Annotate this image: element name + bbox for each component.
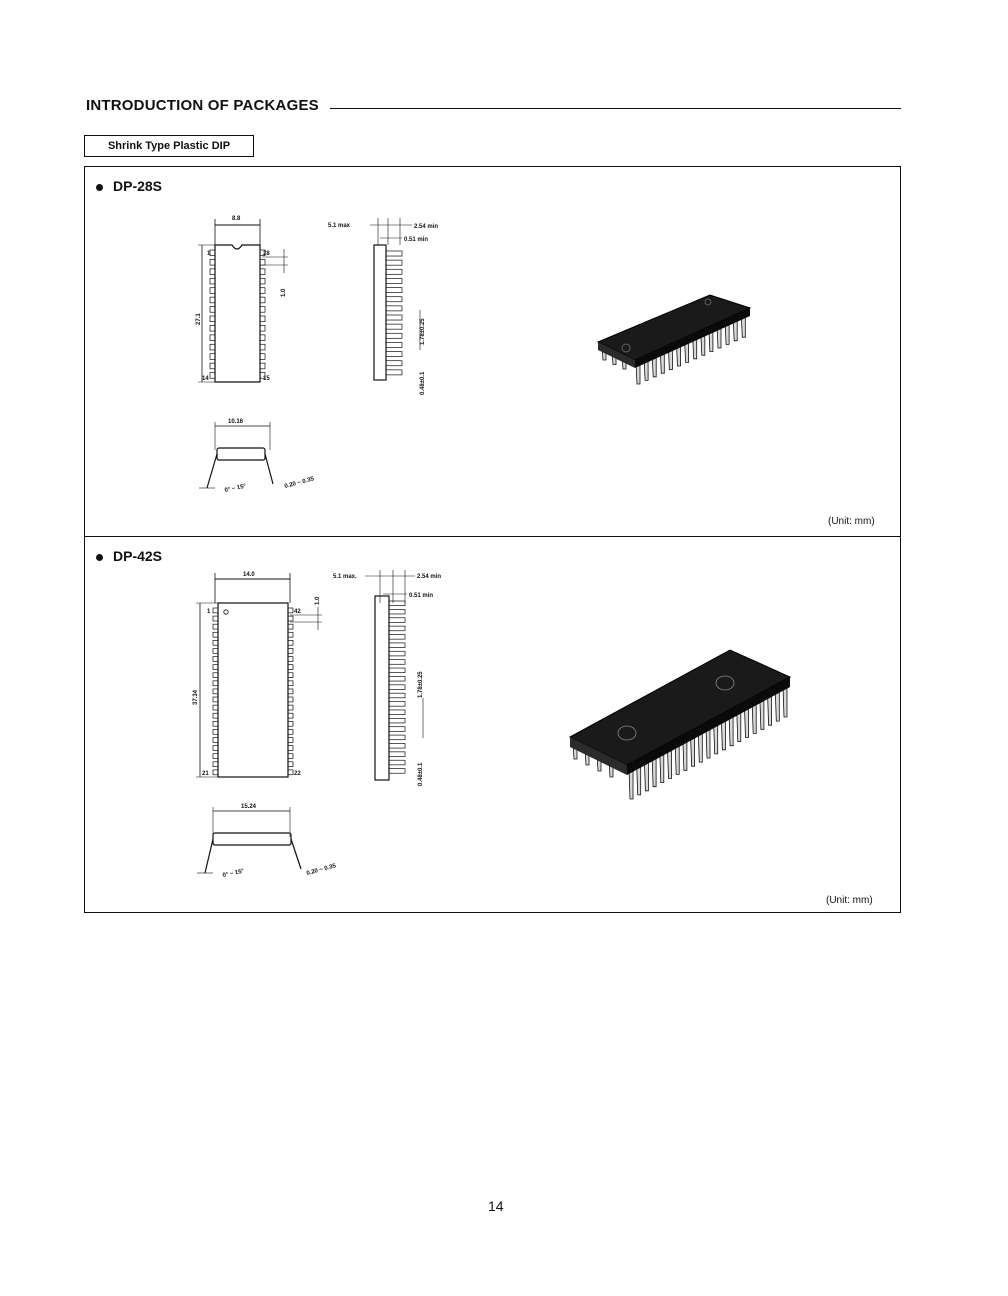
lead: [386, 260, 402, 265]
lead: [389, 635, 405, 640]
dim-angle: 0° ~ 15°: [222, 868, 245, 879]
pin: [213, 754, 218, 759]
dp28s-end-view: [195, 410, 355, 500]
lead: [389, 643, 405, 648]
package-type-label: [84, 135, 254, 157]
bullet-icon: [96, 554, 103, 561]
dp28s-side-view: [320, 210, 450, 410]
section-rule: [330, 108, 901, 109]
dp42s-package-illustration: [565, 645, 800, 805]
pin: [288, 616, 293, 621]
chip-leg: [652, 757, 656, 787]
chip-leg: [760, 699, 764, 729]
dim-lead-width: 0.48±0.1: [420, 371, 426, 395]
lead-row: [386, 251, 402, 375]
lead: [389, 752, 405, 757]
dim-pin-pitch: 1.78±0.25: [418, 671, 424, 698]
pin: [213, 648, 218, 653]
chip-leg: [768, 695, 772, 725]
pin: [288, 729, 293, 734]
dim-pin-pitch: 1.78±0.25: [420, 318, 426, 345]
chip-leg: [775, 691, 779, 721]
lead: [386, 306, 402, 311]
lead: [386, 297, 402, 302]
pin: [213, 721, 218, 726]
pin: [213, 729, 218, 734]
page-number: 14: [488, 1198, 504, 1214]
chip-leg: [737, 712, 741, 742]
pin: [260, 363, 265, 369]
lead: [386, 251, 402, 256]
dim-length: 37.34: [193, 689, 199, 705]
chip-leg: [660, 753, 664, 783]
lead: [389, 601, 405, 606]
pin: [213, 689, 218, 694]
pin: [213, 608, 218, 613]
lead-row: [389, 601, 405, 773]
pin-last: 28: [263, 251, 270, 257]
dim-height-max: 5.1 max: [328, 223, 351, 229]
pin-mid-left: 14: [202, 376, 209, 382]
lead: [386, 352, 402, 357]
unit-label: (Unit: mm): [826, 895, 873, 906]
pin: [288, 754, 293, 759]
pin: [210, 373, 215, 379]
lead: [389, 769, 405, 774]
pin: [260, 297, 265, 303]
pin: [210, 363, 215, 369]
pin-mid-right: 22: [294, 771, 301, 777]
pin: [213, 624, 218, 629]
pin-mid-right: 15: [263, 376, 270, 382]
lead: [389, 618, 405, 623]
lead: [389, 668, 405, 673]
pin: [213, 681, 218, 686]
section-title: INTRODUCTION OF PACKAGES: [86, 97, 319, 114]
lead: [389, 735, 405, 740]
chip-leg: [644, 761, 648, 791]
pin-first: 1: [207, 609, 211, 615]
pin: [288, 721, 293, 726]
dp28s-package-illustration: [590, 290, 760, 400]
dim-seat-min: 0.51 min: [404, 237, 429, 243]
chip-leg: [675, 744, 679, 774]
lead: [389, 651, 405, 656]
dim-pin-offset: 1.0: [315, 596, 321, 605]
pin: [213, 770, 218, 775]
pin: [288, 648, 293, 653]
dim-angle: 0° ~ 15°: [224, 483, 247, 494]
pin: [213, 746, 218, 751]
dp42s-end-view: [195, 795, 365, 885]
chip-leg: [698, 732, 702, 762]
chip-leg: [721, 720, 725, 750]
pin: [210, 335, 215, 341]
dim-length: 27.1: [196, 313, 202, 325]
lead: [386, 333, 402, 338]
package-title-dp42s: [96, 548, 162, 564]
pin: [288, 697, 293, 702]
chip-leg: [691, 736, 695, 766]
pin: [288, 738, 293, 743]
dim-seat-min: 0.51 min: [409, 593, 434, 599]
chip-leg: [752, 703, 756, 733]
lead: [386, 315, 402, 320]
pin: [288, 762, 293, 767]
lead: [386, 361, 402, 366]
lead: [389, 693, 405, 698]
dim-width: 8.8: [232, 216, 241, 222]
dp42s-top-view: [180, 565, 330, 785]
pin: [213, 640, 218, 645]
pin-last: 42: [294, 609, 301, 615]
dim-pitch-min: 2.54 min: [414, 224, 439, 230]
pin: [260, 278, 265, 284]
pin: [210, 307, 215, 313]
pin: [213, 665, 218, 670]
pin: [213, 657, 218, 662]
chip-leg: [683, 740, 687, 770]
pin-row-right: [288, 608, 293, 775]
pin: [213, 738, 218, 743]
lead: [389, 727, 405, 732]
pin: [288, 770, 293, 775]
pin: [260, 325, 265, 331]
pin: [210, 344, 215, 350]
pin: [288, 713, 293, 718]
dim-lead-thickness: 0.20 ~ 0.35: [283, 476, 315, 490]
chip-leg: [714, 724, 718, 754]
pin: [288, 665, 293, 670]
pin: [213, 673, 218, 678]
chip-leg: [729, 716, 733, 746]
package-type-text: Shrink Type Plastic DIP: [107, 140, 231, 152]
lead: [386, 324, 402, 329]
pin: [260, 354, 265, 360]
pin: [288, 689, 293, 694]
package-name: DP-42S: [113, 548, 163, 564]
lead: [389, 760, 405, 765]
package-name: DP-28S: [113, 178, 163, 194]
dim-width: 14.0: [243, 572, 255, 578]
pin: [210, 250, 215, 256]
pin: [288, 624, 293, 629]
lead: [389, 710, 405, 715]
pin-first: 1: [207, 251, 211, 257]
pin: [213, 762, 218, 767]
lead: [389, 676, 405, 681]
pin: [260, 288, 265, 294]
pin: [288, 705, 293, 710]
chip-leg: [668, 749, 672, 779]
pin: [260, 344, 265, 350]
pin: [288, 746, 293, 751]
lead: [389, 718, 405, 723]
pin: [210, 354, 215, 360]
lead: [386, 342, 402, 347]
lead: [389, 609, 405, 614]
chip-leg: [745, 708, 749, 738]
pin-mid-left: 21: [202, 771, 209, 777]
pin: [260, 335, 265, 341]
pin: [210, 269, 215, 275]
unit-label: (Unit: mm): [828, 516, 875, 527]
dim-lead-thickness: 0.20 ~ 0.35: [305, 863, 337, 877]
lead: [389, 743, 405, 748]
chip-leg: [706, 728, 710, 758]
lead: [389, 702, 405, 707]
pin: [210, 259, 215, 265]
pin-row-right: [260, 250, 265, 378]
lead: [386, 269, 402, 274]
pin: [260, 259, 265, 265]
pin: [213, 632, 218, 637]
lead: [386, 370, 402, 375]
dim-row-spacing: 15.24: [241, 804, 257, 810]
lead: [386, 278, 402, 283]
dim-row-spacing: 10.16: [228, 419, 244, 425]
bullet-icon: [96, 184, 103, 191]
lead: [389, 660, 405, 665]
pin: [288, 673, 293, 678]
pin: [260, 269, 265, 275]
pin: [288, 657, 293, 662]
pin: [288, 640, 293, 645]
pin: [210, 325, 215, 331]
pin: [213, 705, 218, 710]
chip-leg: [783, 687, 787, 717]
pin: [210, 288, 215, 294]
pin: [260, 316, 265, 322]
package-title-dp28s: [96, 178, 162, 194]
pin: [213, 697, 218, 702]
pin: [288, 681, 293, 686]
dp28s-top-view: [180, 205, 310, 405]
dim-pin-offset: 1.0: [281, 288, 287, 297]
lead: [389, 626, 405, 631]
pin: [213, 616, 218, 621]
pin: [210, 278, 215, 284]
lead: [389, 685, 405, 690]
pin: [210, 316, 215, 322]
dim-pitch-min: 2.54 min: [417, 574, 442, 580]
dim-height-max: 5.1 max.: [333, 574, 357, 580]
pin: [260, 307, 265, 313]
pin-row-left: [213, 608, 218, 775]
pin: [213, 713, 218, 718]
pin: [288, 608, 293, 613]
pin-row-left: [210, 250, 215, 378]
section-divider: [84, 536, 901, 537]
dp42s-side-view: [325, 568, 465, 788]
pin: [210, 297, 215, 303]
dim-lead-width: 0.48±0.1: [418, 762, 424, 786]
lead: [386, 288, 402, 293]
pin: [288, 632, 293, 637]
